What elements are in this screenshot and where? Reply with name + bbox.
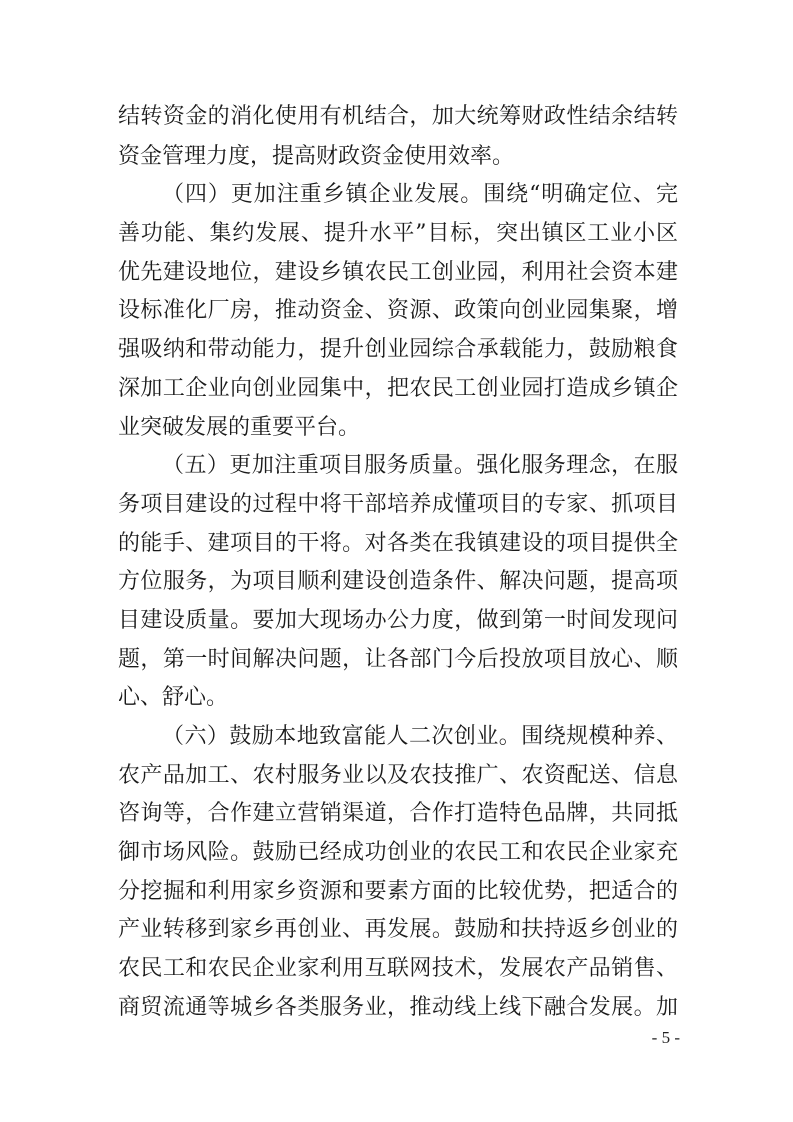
text-line: 方位服务，为项目顺利建设创造条件、解决问题，提高项: [118, 569, 678, 594]
text-line: 资金管理力度，提高财政资金使用效率。: [118, 144, 515, 169]
section-heading-four: （四）更加注重乡镇企业发展。围绕“明确定位、完: [162, 182, 678, 207]
page-number: - 5 -: [651, 1028, 680, 1047]
text-line: 深加工企业向创业园集中，把农民工创业园打造成乡镇企: [118, 376, 678, 401]
text-line: 设标准化厂房，推动资金、资源、政策向创业园集聚，增: [118, 298, 678, 323]
text-line: 业突破发展的重要平台。: [118, 415, 361, 440]
text-line: 目建设质量。要加大现场办公力度，做到第一时间发现问: [118, 608, 678, 633]
text-line: 农民工和农民企业家利用互联网技术，发展农产品销售、: [118, 956, 678, 981]
text-line: 商贸流通等城乡各类服务业，推动线上线下融合发展。加: [118, 995, 678, 1020]
text-line: 御市场风险。鼓励已经成功创业的农民工和农民企业家充: [118, 840, 678, 865]
text-line: 优先建设地位，建设乡镇农民工创业园，利用社会资本建: [118, 260, 678, 285]
text-line: 的能手、建项目的干将。对各类在我镇建设的项目提供全: [118, 531, 678, 556]
text-line: 产业转移到家乡再创业、再发展。鼓励和扶持返乡创业的: [118, 917, 678, 942]
text-line: 农产品加工、农村服务业以及农技推广、农资配送、信息: [118, 763, 678, 788]
text-line: 心、舒心。: [118, 685, 229, 710]
section-heading-five: （五）更加注重项目服务质量。强化服务理念，在服: [162, 453, 678, 478]
text-line: 强吸纳和带动能力，提升创业园综合承载能力，鼓励粮食: [118, 337, 678, 362]
text-line: 题，第一时间解决问题，让各部门今后投放项目放心、顺: [118, 647, 678, 672]
text-line: 结转资金的消化使用有机结合，加大统筹财政性结余结转: [118, 104, 678, 129]
text-line: 分挖掘和利用家乡资源和要素方面的比较优势，把适合的: [118, 879, 678, 904]
text-line: 务项目建设的过程中将干部培养成懂项目的专家、抓项目: [118, 492, 678, 517]
text-line: 咨询等，合作建立营销渠道，合作打造特色品牌，共同抵: [118, 801, 678, 826]
section-heading-six: （六）鼓励本地致富能人二次创业。围绕规模种养、: [162, 724, 678, 749]
text-line: 善功能、集约发展、提升水平”目标，突出镇区工业小区: [118, 221, 678, 246]
